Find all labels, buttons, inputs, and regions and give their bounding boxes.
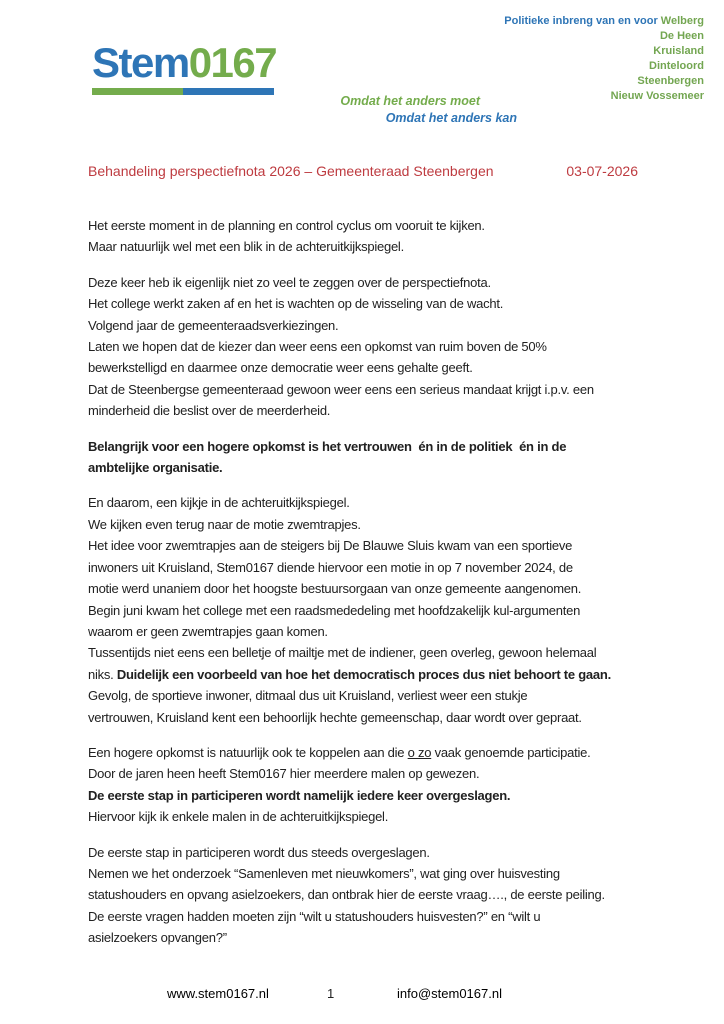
footer-page-number: 1 — [327, 986, 335, 1001]
text-run: Het college werkt zaken af en het is wachten op de wisseling van de wacht. — [88, 296, 504, 312]
text-line — [88, 272, 688, 293]
text-run: Duidelijk een voorbeeld van hoe het democratisch proces dus niet behoort te gaan. — [116, 666, 611, 682]
paragraph — [88, 742, 688, 828]
footer-website-link[interactable]: www.stem0167.nl — [167, 986, 269, 1001]
text-line — [88, 457, 688, 478]
region-item: Steenbergen — [637, 75, 704, 87]
paragraph — [88, 436, 688, 479]
stem0167-logo — [92, 40, 276, 95]
text-run: Deze keer heb ik eigenlijk niet zo veel te zeggen over de perspectiefnota. — [88, 274, 491, 290]
text-line — [88, 357, 688, 378]
region-item: Kruisland — [653, 45, 704, 57]
text-run: Belangrijk voor een hogere opkomst is het vertrouwen én in de politiek én in de — [88, 438, 567, 454]
text-run: De eerste stap in participeren wordt dus steeds overgeslagen. — [88, 844, 430, 860]
logo-underline-bar — [92, 88, 274, 95]
text-line — [88, 863, 688, 884]
document-body — [88, 215, 688, 949]
text-run: Maar natuurlijk wel met een blik in de achteruitkijkspiegel. — [88, 239, 404, 255]
text-run: statushouders en opvang asielzoekers, dan ontbrak hier de eerste vraag…., de eerste peiling. — [88, 887, 605, 903]
text-line — [88, 785, 688, 806]
text-run: Hiervoor kijk ik enkele malen in de achteruitkijkspiegel. — [88, 809, 389, 825]
text-run: vaak genoemde participatie. — [431, 744, 591, 760]
region-item: Dinteloord — [649, 60, 704, 72]
text-line — [88, 379, 688, 400]
text-line — [88, 535, 688, 556]
text-line — [88, 514, 688, 535]
text-line — [88, 842, 688, 863]
text-run: De eerste stap in participeren wordt namelijk iedere keer overgeslagen. — [88, 787, 511, 803]
text-line — [88, 236, 688, 257]
text-run: Laten we hopen dat de kiezer dan weer eens een opkomst van ruim boven de 50% — [88, 339, 547, 355]
text-line — [88, 664, 688, 685]
text-run: bewerkstelligd en daarmee onze democratie weer eens gehalte geeft. — [88, 360, 473, 376]
logo-text-blue: Stem — [92, 39, 189, 86]
text-run: o zo — [407, 744, 432, 760]
document-title: Behandeling perspectiefnota 2026 – Gemeenteraad Steenbergen — [88, 163, 494, 179]
region-list-prefix: Politieke inbreng van en voor — [504, 15, 658, 27]
logo-bar-green-segment — [92, 88, 183, 95]
text-run: Gevolg, de sportieve inwoner, ditmaal dus uit Kruisland, verliest weer een stukje — [88, 688, 528, 704]
paragraph — [88, 842, 688, 949]
text-line — [88, 707, 688, 728]
text-run: vertrouwen, Kruisland kent een behoorlijk hechte gemeenschap, daar wordt over gepraat. — [88, 709, 582, 725]
text-run: Tussentijds niet eens een belletje of mailtje met de indiener, geen overleg, gewoon helemaal — [88, 645, 597, 661]
tagline-line2: Omdat het anders kan — [385, 111, 517, 125]
text-run: ambtelijke organisatie. — [88, 460, 223, 476]
text-line — [88, 884, 688, 905]
text-run: asielzoekers opvangen?” — [88, 930, 227, 946]
text-line — [88, 215, 688, 236]
region-list-rest — [504, 29, 704, 104]
text-run: Begin juni kwam het college met een raadsmededeling met hoofdzakelijk kul-argumenten — [88, 602, 581, 618]
region-list — [504, 14, 704, 104]
text-run: We kijken even terug naar de motie zwemtrapjes. — [88, 516, 361, 532]
text-line — [88, 436, 688, 457]
paragraph — [88, 492, 688, 727]
text-run: Dat de Steenbergse gemeenteraad gewoon weer eens een serieus mandaat krijgt i.p.v. een — [88, 381, 594, 397]
text-run: De eerste vragen hadden moeten zijn “wilt u statushouders huisvesten?” en “wilt u — [88, 908, 541, 924]
paragraph — [88, 272, 688, 422]
text-line — [88, 293, 688, 314]
text-line — [88, 742, 688, 763]
region-list-first-line — [504, 14, 704, 29]
text-line — [88, 578, 688, 599]
text-line — [88, 621, 688, 642]
paragraph — [88, 215, 688, 258]
text-line — [88, 400, 688, 421]
text-line — [88, 685, 688, 706]
text-run: Het idee voor zwemtrapjes aan de steigers bij De Blauwe Sluis kwam van een sportieve — [88, 538, 573, 554]
footer-email-link[interactable]: info@stem0167.nl — [397, 986, 502, 1001]
logo-wordmark — [92, 40, 276, 86]
text-line — [88, 927, 688, 948]
tagline-line1: Omdat het anders moet — [340, 94, 480, 108]
region-item: De Heen — [659, 30, 704, 42]
text-line — [88, 906, 688, 927]
document-title-row — [88, 163, 638, 179]
logo-text-green: 0167 — [188, 39, 277, 86]
text-run: Door de jaren heen heeft Stem0167 hier meerdere malen op gewezen. — [88, 766, 480, 782]
region-item: Welberg — [660, 15, 704, 27]
document-date: 03-07-2026 — [566, 163, 638, 179]
text-line — [88, 557, 688, 578]
text-line — [88, 600, 688, 621]
text-line — [88, 315, 688, 336]
text-run: inwoners uit Kruisland, Stem0167 diende hiervoor een motie in op 7 november 2024, de — [88, 559, 573, 575]
text-run: motie werd unaniem door het hoogste bestuursorgaan van onze gemeente aangenomen. — [88, 581, 582, 597]
text-line — [88, 642, 688, 663]
text-run: En daarom, een kijkje in de achteruitkijkspiegel. — [88, 495, 350, 511]
text-run: Volgend jaar de gemeenteraadsverkiezingen. — [88, 317, 339, 333]
text-run: Het eerste moment in de planning en control cyclus om vooruit te kijken. — [88, 218, 485, 233]
text-run: waarom er geen zwemtrapjes gaan komen. — [88, 623, 328, 639]
text-line — [88, 806, 688, 827]
text-run: niks. — [88, 666, 117, 682]
text-run: minderheid die beslist over de meerderheid. — [88, 403, 331, 419]
region-item: Nieuw Vossemeer — [610, 90, 704, 102]
logo-bar-blue-segment — [183, 88, 274, 95]
text-line — [88, 763, 688, 784]
text-line — [88, 492, 688, 513]
text-run: Nemen we het onderzoek “Samenleven met nieuwkomers”, wat ging over huisvesting — [88, 865, 560, 881]
text-run: Een hogere opkomst is natuurlijk ook te koppelen aan die — [88, 744, 408, 760]
text-line — [88, 336, 688, 357]
